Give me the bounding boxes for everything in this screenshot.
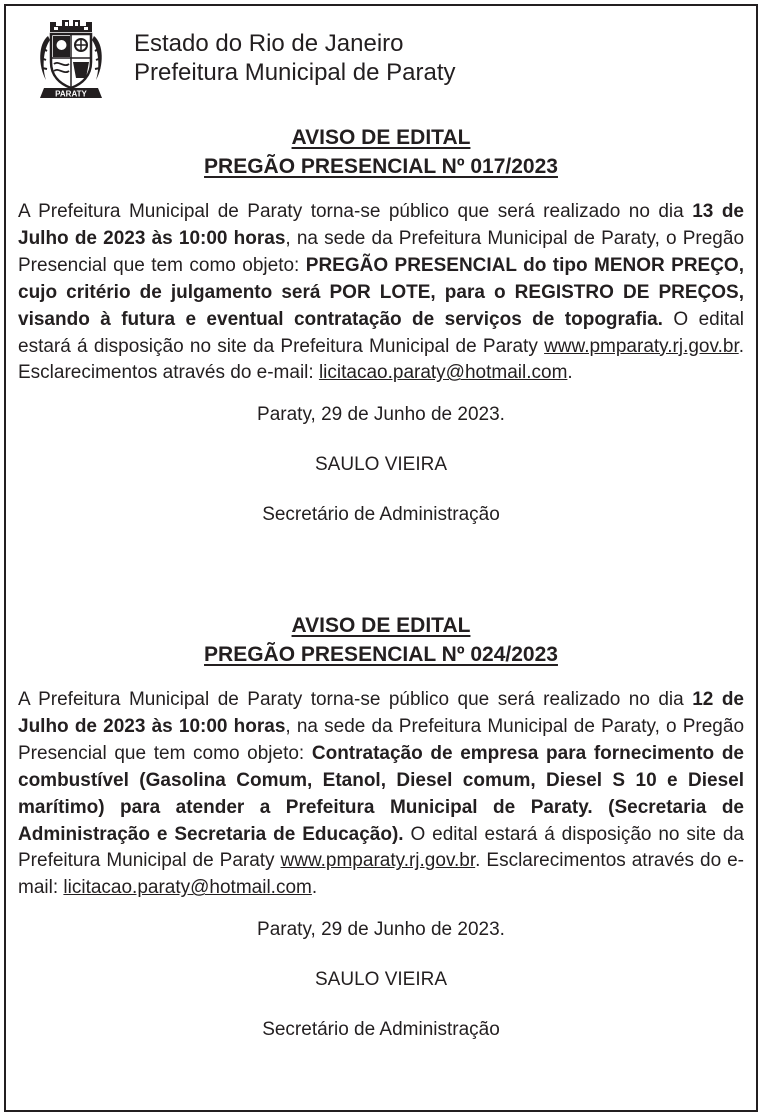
header-titles — [134, 29, 654, 87]
notice-page — [4, 4, 758, 1112]
notice-intro: A Prefeitura Municipal de Paraty torna-se público que será realizado no dia — [18, 689, 693, 710]
notice-availability: O edital estará á disposição no site da Prefeitura Municipal de Paraty — [18, 308, 744, 357]
email-link[interactable]: licitacao.paraty@hotmail.com — [63, 877, 312, 899]
notice-mid: , na sede da Prefeitura Municipal de Paraty, o Pregão Presencial que tem como objeto: — [18, 227, 745, 276]
notice-end: . — [311, 877, 318, 899]
website-link[interactable]: www.pmparaty.rj.gov.br — [280, 850, 476, 872]
signer-name: SAULO VIEIRA — [315, 454, 447, 476]
notice-date: Paraty, 29 de Junho de 2023. — [257, 404, 505, 426]
notice-mid: , na sede da Prefeitura Municipal de Paraty, o Pregão Presencial que tem como objeto: — [18, 715, 745, 764]
state-name: Estado do Rio de Janeiro — [134, 30, 404, 57]
signer-name: SAULO VIEIRA — [315, 969, 447, 991]
notice-availability: O edital estará á disposição no site da Prefeitura Municipal de Paraty — [18, 823, 744, 872]
notice-title: AVISO DE EDITAL — [291, 126, 471, 149]
notice-body — [18, 687, 744, 902]
crest-banner-text: PARATY — [55, 89, 87, 99]
notice-datetime: 13 de Julho de 2023 às 10:00 horas — [18, 201, 744, 249]
website-link[interactable]: www.pmparaty.rj.gov.br — [544, 335, 739, 357]
notice-subtitle: PREGÃO PRESENCIAL Nº 017/2023 — [204, 155, 558, 178]
notice-title: AVISO DE EDITAL — [291, 614, 471, 637]
notice-datetime: 12 de Julho de 2023 às 10:00 horas — [18, 689, 744, 737]
coat-of-arms-icon — [36, 18, 106, 102]
notice-email-intro: . Esclarecimentos através do e-mail: — [18, 850, 744, 899]
notice-object: Contratação de empresa para fornecimento de combustível (Gasolina Comum, Etanol, Diesel comum, Diesel S 10 e Diesel marítimo) para atender a Prefeitura Municipal de Paraty. (Secretaria de Administração e Secretaria de Educação). — [18, 742, 744, 845]
notice-body — [18, 199, 744, 387]
notice-object: PREGÃO PRESENCIAL do tipo MENOR PREÇO, cujo critério de julgamento será POR LOTE, para o REGISTRO DE PREÇOS, visando à futura e eventual contratação de serviços de topografia. — [18, 254, 744, 330]
notice-date: Paraty, 29 de Junho de 2023. — [257, 919, 505, 941]
signer-role: Secretário de Administração — [262, 1019, 500, 1041]
notice-end: . — [567, 362, 573, 384]
notice-section — [6, 611, 756, 1043]
notice-subtitle: PREGÃO PRESENCIAL Nº 024/2023 — [204, 643, 558, 666]
signer-role: Secretário de Administração — [262, 504, 500, 526]
email-link[interactable]: licitacao.paraty@hotmail.com — [318, 362, 568, 384]
notice-section — [6, 123, 756, 528]
municipality-name: Prefeitura Municipal de Paraty — [134, 59, 456, 86]
notice-intro: A Prefeitura Municipal de Paraty torna-se público que será realizado no dia — [18, 201, 693, 222]
notice-email-intro: . Esclarecimentos através do e-mail: — [18, 335, 744, 384]
